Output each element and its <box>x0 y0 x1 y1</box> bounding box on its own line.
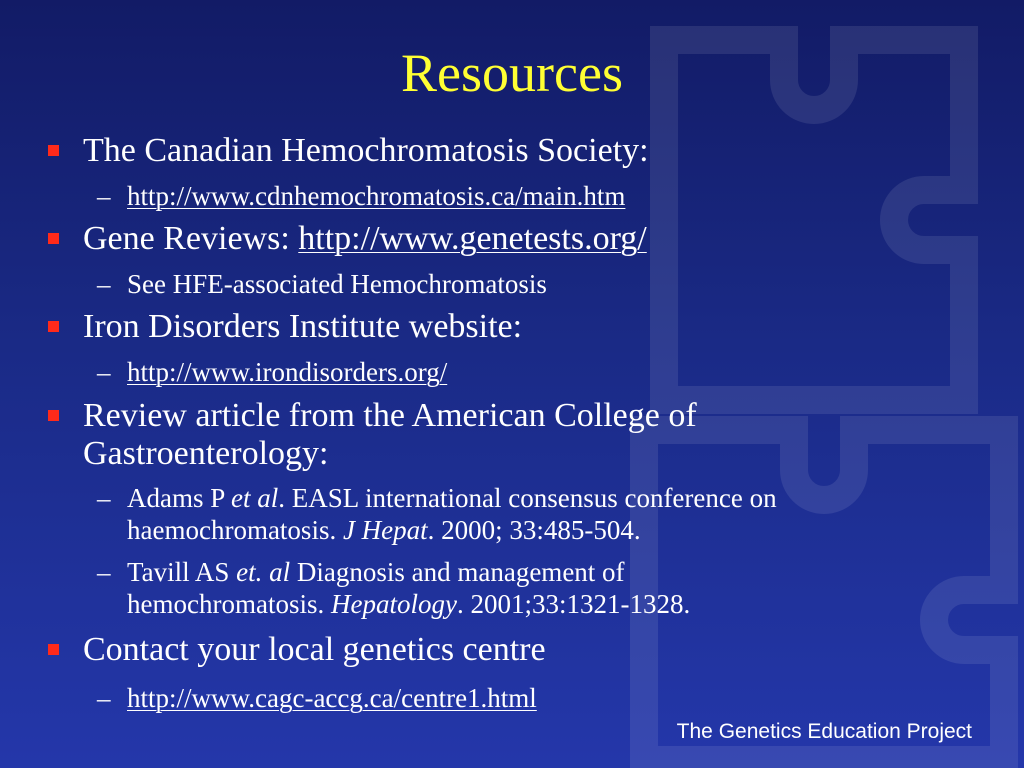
dash-marker: – <box>97 181 111 211</box>
citation-title-cont: haemochromatosis. <box>127 515 343 545</box>
item-text-line-1: Review article from the American College of <box>83 397 697 434</box>
dash-marker: – <box>97 683 111 713</box>
citation-details: . 2000; 33:485-504. <box>427 515 641 545</box>
sub-list-item <box>97 356 987 388</box>
slide-title: Resources <box>401 43 623 103</box>
red-square-bullet-icon <box>48 145 59 156</box>
list-item <box>83 308 983 346</box>
sub-list-item <box>97 180 987 212</box>
dash-marker: – <box>97 557 111 587</box>
item-text: Contact your local genetics centre <box>83 631 546 668</box>
sub-list-item <box>97 682 987 714</box>
list-item <box>83 132 983 170</box>
item-text: The Canadian Hemochromatosis Society: <box>83 132 649 169</box>
citation-journal: Hepatology <box>330 589 457 619</box>
citation-title: Diagnosis and management of <box>290 557 625 587</box>
footer-project-name: The Genetics Education Project <box>676 720 972 743</box>
sub-list-item <box>97 556 987 620</box>
sub-list-item <box>97 482 987 546</box>
genetests-link[interactable]: http://www.genetests.org/ <box>298 220 647 257</box>
citation-title-cont: hemochromatosis. <box>127 589 331 619</box>
cdn-hemochromatosis-link[interactable]: http://www.cdnhemochromatosis.ca/main.htm <box>127 181 626 211</box>
red-square-bullet-icon <box>48 233 59 244</box>
list-item <box>83 631 983 669</box>
cagc-centre-link[interactable]: http://www.cagc-accg.ca/centre1.html <box>127 683 537 713</box>
red-square-bullet-icon <box>48 321 59 332</box>
citation-author: Adams P <box>127 483 232 513</box>
list-item <box>83 220 983 258</box>
citation-etal: et al <box>231 483 279 513</box>
dash-marker: – <box>97 357 111 387</box>
item-text-line-2: Gastroenterology: <box>83 435 329 472</box>
red-square-bullet-icon <box>48 410 59 421</box>
sub-list-item <box>97 268 987 300</box>
red-square-bullet-icon <box>48 644 59 655</box>
citation-journal: J Hepat <box>342 515 428 545</box>
item-text: Iron Disorders Institute website: <box>83 308 523 345</box>
list-item <box>83 397 983 473</box>
citation-title: . EASL international consensus conference on <box>278 483 777 513</box>
sub-item-text: See HFE-associated Hemochromatosis <box>127 269 547 299</box>
irondisorders-link[interactable]: http://www.irondisorders.org/ <box>127 357 448 387</box>
citation-details: . 2001;33:1321-1328. <box>456 589 691 619</box>
dash-marker: – <box>97 483 111 513</box>
dash-marker: – <box>97 269 111 299</box>
citation-author: Tavill AS <box>127 557 237 587</box>
citation-etal: et. al <box>236 557 291 587</box>
item-text: Gene Reviews: <box>83 220 299 257</box>
